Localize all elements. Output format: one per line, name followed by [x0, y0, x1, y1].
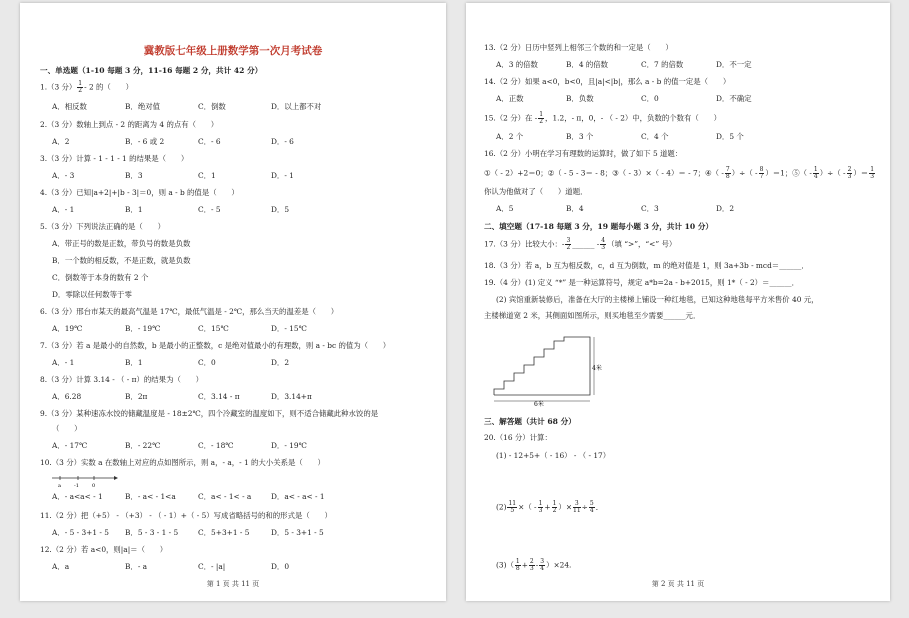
- option[interactable]: C．1: [198, 171, 216, 180]
- option[interactable]: B．3 个: [566, 132, 594, 141]
- option[interactable]: C．- |a|: [198, 562, 226, 571]
- fraction: $\frac{7}{8}$: [725, 166, 730, 180]
- option[interactable]: D．2: [271, 358, 290, 367]
- option[interactable]: C．a< - 1< - a: [198, 492, 252, 501]
- option[interactable]: A．19℃: [52, 324, 83, 333]
- question-stem: 12.（2 分）若 a<0，则|a|＝（ ）: [40, 545, 168, 554]
- option[interactable]: B．负数: [566, 94, 594, 103]
- option[interactable]: C．7 的倍数: [641, 60, 684, 69]
- fraction: $\frac{1}{3}$: [538, 500, 543, 514]
- option[interactable]: C．倒数等于本身的数有 2 个: [52, 273, 149, 282]
- question-stem: 3.（3 分）计算 - 1 - 1 - 1 的结果是（ ）: [40, 154, 189, 163]
- option[interactable]: C．- 6: [198, 137, 221, 146]
- option[interactable]: B．- a< - 1<a: [125, 492, 176, 501]
- fraction: $\frac{3}{4}$: [540, 558, 545, 572]
- option[interactable]: A．正数: [496, 94, 524, 103]
- question-stem: 16.（2 分）小明在学习有理数的运算时，做了如下 5 道题：: [484, 149, 683, 158]
- option[interactable]: D．a< - a< - 1: [271, 492, 325, 501]
- option[interactable]: C．3.14 - π: [198, 392, 240, 401]
- option[interactable]: A．相反数: [52, 102, 87, 111]
- option[interactable]: C．15℃: [198, 324, 229, 333]
- question-equations: ①（ - 2）+2＝0；②（ - 5 - 3＝ - 8；③（ - 3）×（ - 4）＝ - 7；④（ - $\frac{7}{8}$ ）÷（ - $\frac{8}{7}$ ）＝1；⑤（ - $\frac{1}{4}$ ）÷（ - $\frac{2}{3}$ ）＝ $\frac{1}{3}$: [484, 166, 875, 180]
- option[interactable]: D．- 6: [271, 137, 294, 146]
- fraction: $\frac{1}{8}$: [515, 558, 520, 572]
- option[interactable]: D．5 - 3+1 - 5: [271, 528, 324, 537]
- option[interactable]: A．3 的倍数: [496, 60, 538, 69]
- page-footer: 第 2 页 共 11 页: [651, 580, 705, 588]
- option[interactable]: C．- 5: [198, 205, 221, 214]
- label-zero: 0: [92, 483, 96, 489]
- option[interactable]: B．1: [125, 358, 143, 367]
- option[interactable]: B．- 6 或 2: [125, 137, 165, 146]
- question-stem-cont: 你认为他做对了（ ）道题．: [484, 187, 588, 196]
- question-stem: 18.（3 分）若 a，b 互为相反数，c，d 互为倒数，m 的绝对值是 1，则 3a+3b - mcd＝______．: [484, 261, 809, 270]
- number-line-figure: [50, 473, 120, 489]
- option[interactable]: C．0: [198, 358, 216, 367]
- fraction: $\frac{3}{2}$: [566, 237, 571, 251]
- option[interactable]: B．4: [566, 204, 584, 213]
- fraction: $\frac{11}{5}$: [508, 500, 517, 514]
- option[interactable]: A．2 个: [496, 132, 524, 141]
- option[interactable]: A．- a<a< - 1: [52, 492, 103, 501]
- option[interactable]: A．a: [52, 562, 70, 571]
- stairs-height-label: 4米: [592, 365, 602, 372]
- question-stem: 10.（3 分）实数 a 在数轴上对应的点如图所示，则 a，- a，- 1 的大小关系是（ ）: [40, 458, 325, 467]
- option[interactable]: C．5+3+1 - 5: [198, 528, 250, 537]
- option[interactable]: A．5: [496, 204, 514, 213]
- option[interactable]: D．- 15℃: [271, 324, 307, 333]
- option[interactable]: D．5: [271, 205, 290, 214]
- option[interactable]: D．- 1: [271, 171, 294, 180]
- sub-question: (2) $\frac{11}{5}$ ×（ - $\frac{1}{3}$ + $\frac{1}{2}$ ）× $\frac{3}{11}$ ÷ $\frac{5}{4}$ ．: [496, 500, 604, 514]
- option[interactable]: D．3.14+π: [271, 392, 312, 401]
- question-stem: 4.（3 分）已知|a+2|+|b - 3|＝0，则 a - b 的值是（ ）: [40, 188, 239, 197]
- option[interactable]: B．4 的倍数: [566, 60, 609, 69]
- option[interactable]: A．- 5 - 3+1 - 5: [52, 528, 109, 537]
- stairs-width-label: 6米: [534, 401, 544, 407]
- question-stem: 5.（3 分）下列说法正确的是（ ）: [40, 222, 165, 231]
- fraction: $\frac{3}{11}$: [573, 500, 581, 514]
- question-stem: 11.（2 分）把（+5） - （+3） - （ - 1）+（ - 5）写成省略括号的和的形式是（ ）: [40, 511, 332, 520]
- label-a: a: [58, 483, 61, 489]
- fraction: $\frac{2}{3}$: [847, 166, 852, 180]
- option[interactable]: B．2π: [125, 392, 148, 401]
- option[interactable]: B．3: [125, 171, 143, 180]
- fraction: $\frac{1}{2}$: [539, 111, 544, 125]
- option[interactable]: A．- 17℃: [52, 441, 88, 450]
- option[interactable]: A．2: [52, 137, 70, 146]
- option[interactable]: B．一个数的相反数，不是正数，就是负数: [52, 256, 191, 265]
- option[interactable]: A．带正号的数是正数，带负号的数是负数: [52, 239, 191, 248]
- option[interactable]: B．绝对值: [125, 102, 160, 111]
- fraction: $\frac{1}{4}$: [813, 166, 818, 180]
- sub-question: (1) - 12+5+（ - 16） - （ - 17）: [496, 451, 611, 460]
- question-stem-cont: （ ）: [52, 424, 82, 433]
- option[interactable]: C．4 个: [641, 132, 669, 141]
- option[interactable]: B．- a: [125, 562, 148, 571]
- stairs-figure: [490, 331, 610, 407]
- option[interactable]: B．1: [125, 205, 143, 214]
- question-stem: 20.（16 分）计算：: [484, 433, 552, 442]
- option[interactable]: D．以上都不对: [271, 102, 322, 111]
- page-footer: 第 1 页 共 11 页: [206, 580, 260, 588]
- fraction: $\frac{1}{3}$: [870, 166, 875, 180]
- question-stem: 17.（3 分）比较大小：- $\frac{3}{2}$ ______ - $\frac{4}{3}$ （填 “>”，“<” 号）: [484, 237, 677, 251]
- exam-page-2: [466, 3, 890, 601]
- section-heading-fill-blank: 二、填空题（17-18 每题 3 分，19 题每小题 3 分，共计 10 分）: [484, 222, 714, 231]
- question-stem: 15.（2 分）在 - $\frac{1}{2}$ ，1.2，- π，0，- （ - 2）中，负数的个数有（ ）: [484, 111, 721, 125]
- fraction: $\frac{8}{7}$: [759, 166, 764, 180]
- question-stem: 6.（3 分）邢台市某天的最高气温是 17℃，最低气温是 - 2℃，那么当天的温差是（ ）: [40, 307, 339, 316]
- option[interactable]: C．3: [641, 204, 659, 213]
- question-stem: (2) 宾馆重新装修后，准备在大厅的主楼梯上铺设一种红地毯，已知这种地毯每平方米售价 40 元，: [496, 295, 819, 304]
- question-stem: 13.（2 分）日历中竖列上相邻三个数的和一定是（ ）: [484, 43, 673, 52]
- section-heading-single-choice: 一、单选题（1-10 每题 3 分，11-16 每题 2 分，共计 42 分）: [40, 66, 263, 75]
- sub-question: (3)（ $\frac{1}{8}$ + $\frac{2}{3}$ - $\frac{3}{4}$ ）×24.: [496, 558, 572, 572]
- option[interactable]: D．2: [716, 204, 735, 213]
- option[interactable]: A．- 1: [52, 358, 75, 367]
- question-stem: 8.（3 分）计算 3.14 - （ - π）的结果为（ ）: [40, 375, 204, 384]
- section-heading-solutions: 三、解答题（共计 68 分）: [484, 417, 576, 426]
- exam-title: 冀教版七年级上册数学第一次月考试卷: [143, 45, 323, 57]
- fraction: $\frac{1}{2}$: [552, 500, 557, 514]
- option[interactable]: D．5 个: [716, 132, 744, 141]
- option[interactable]: A．- 1: [52, 205, 75, 214]
- fraction: $\frac{2}{3}$: [529, 558, 534, 572]
- option[interactable]: C．- 18℃: [198, 441, 234, 450]
- question-stem: 14.（2 分）如果 a<0，b<0，且|a|<|b|，那么 a - b 的值一定是（ ）: [484, 77, 731, 86]
- option[interactable]: D．- 19℃: [271, 441, 307, 450]
- option[interactable]: B．- 19℃: [125, 324, 161, 333]
- option[interactable]: D．0: [271, 562, 290, 571]
- question-stem: 1.（3 分） $\frac{1}{2}$ - 2 的（ ）: [40, 80, 133, 94]
- stairs-outline: [494, 337, 590, 395]
- question-stem: 19.（4 分）(1) 定义 “*” 是一种运算符号，规定 a*b=2a - b+2015，则 1*（ - 2）＝______．: [484, 278, 800, 287]
- fraction: $\frac{1}{2}$: [78, 80, 83, 94]
- question-stem: 9.（3 分）某种速冻水饺的储藏温度是 - 18±2℃，四个冷藏室的温度如下，则不适合储藏此种水饺的是: [40, 409, 379, 418]
- exam-page-1: [20, 3, 446, 601]
- number-line-arrow: [114, 476, 118, 480]
- question-stem: 2.（3 分）数轴上到点 - 2 的距离为 4 的点有（ ）: [40, 120, 219, 129]
- option[interactable]: D．不确定: [716, 94, 752, 103]
- fraction: $\frac{5}{4}$: [589, 500, 594, 514]
- fraction: $\frac{4}{3}$: [601, 237, 606, 251]
- option[interactable]: C．0: [641, 94, 659, 103]
- option[interactable]: A．6.28: [52, 392, 82, 401]
- question-stem: 7.（3 分）若 a 是最小的自然数，b 是最小的正整数，c 是绝对值最小的有理数，则 a - bc 的值为（ ）: [40, 341, 391, 350]
- question-stem: 主楼梯道宽 2 米，其侧面如图所示，则买地毯至少需要______元．: [484, 311, 701, 320]
- option[interactable]: B．5 - 3 - 1 - 5: [125, 528, 179, 537]
- label-minus-one: -1: [74, 483, 79, 489]
- option[interactable]: C．倒数: [198, 102, 226, 111]
- option[interactable]: A．- 3: [52, 171, 75, 180]
- option[interactable]: D．零除以任何数等于零: [52, 290, 132, 299]
- option[interactable]: B．- 22℃: [125, 441, 161, 450]
- option[interactable]: D．不一定: [716, 60, 752, 69]
